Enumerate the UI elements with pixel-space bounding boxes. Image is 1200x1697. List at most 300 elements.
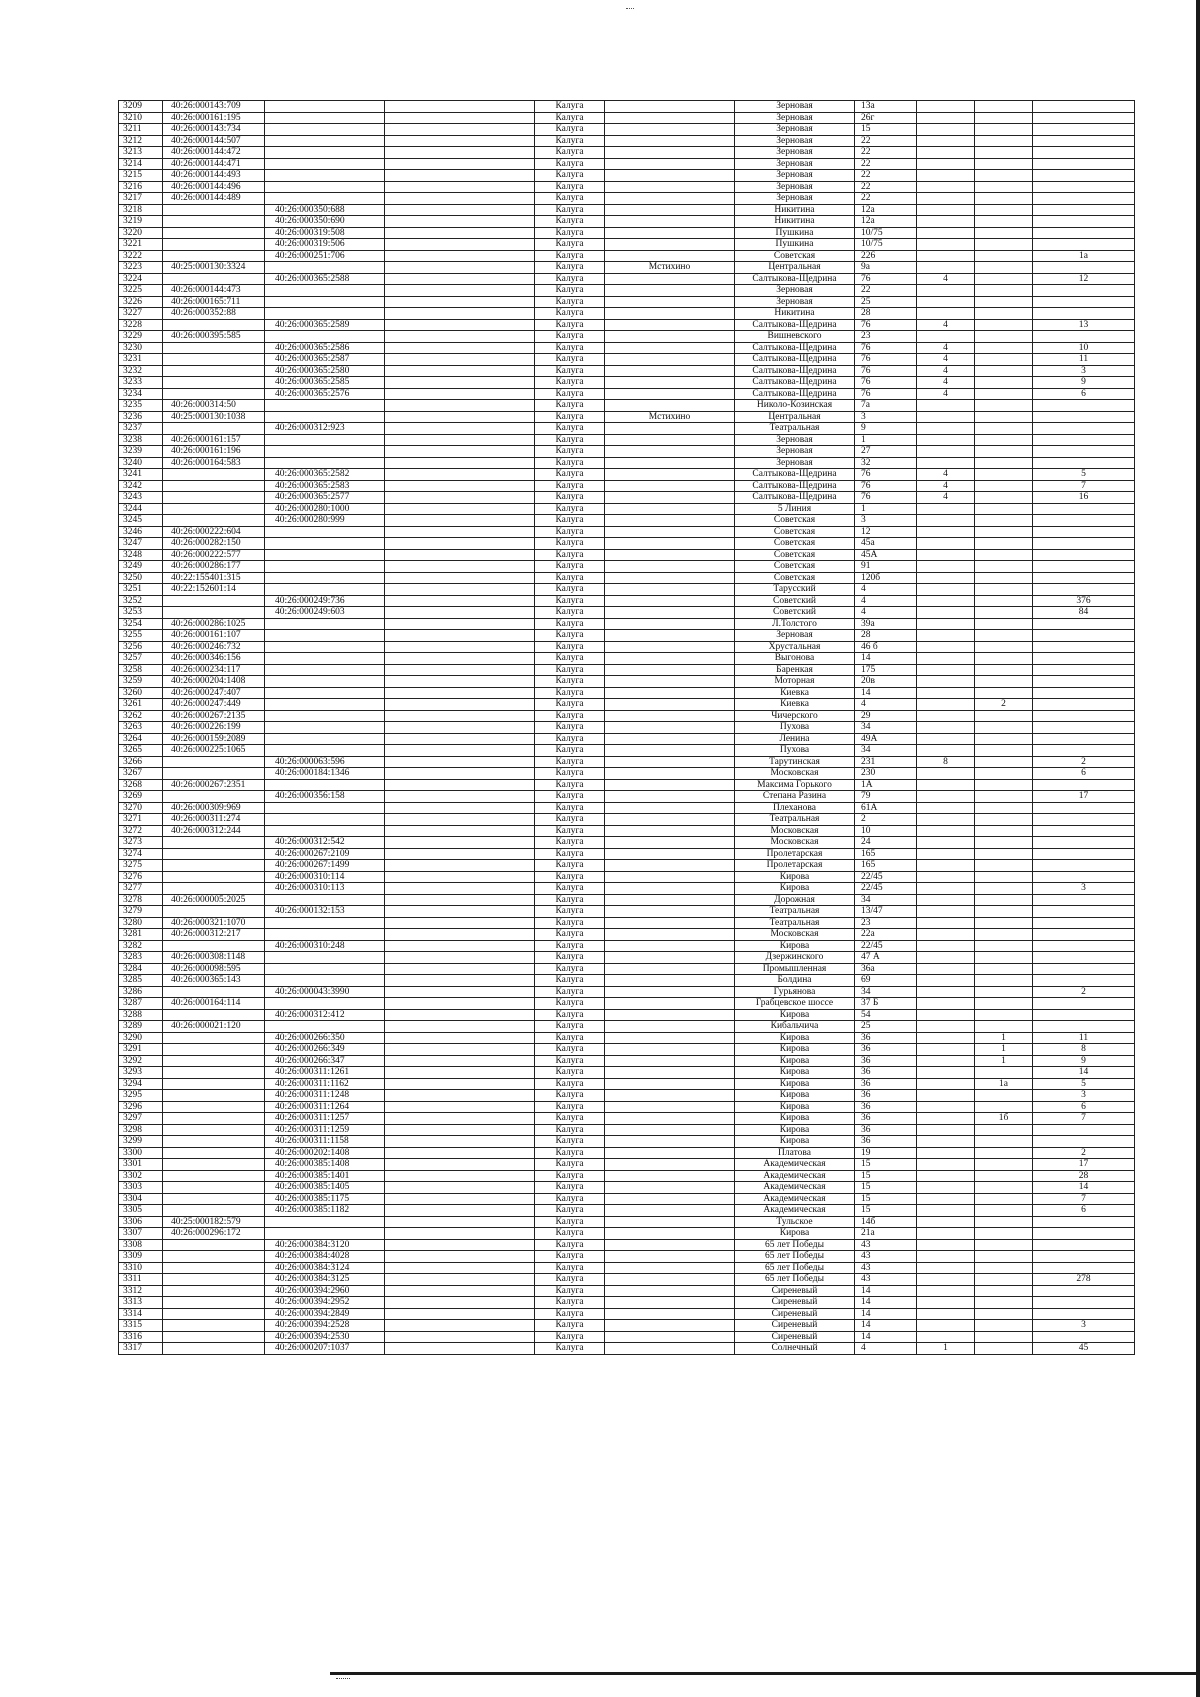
- apartment-number-cell: 2: [1033, 756, 1135, 768]
- house-number-cell: 36: [855, 1090, 917, 1102]
- cadastral-number-premises-cell: 40:26:000365:2576: [265, 388, 385, 400]
- table-row: [119, 1090, 1135, 1102]
- apartment-number-cell: [1033, 963, 1135, 975]
- street-name-cell: Степана Разина: [735, 791, 855, 803]
- apartment-number-cell: 12: [1033, 273, 1135, 285]
- house-number-cell: 76: [855, 273, 917, 285]
- house-number-cell: 25: [855, 1021, 917, 1033]
- street-name-cell: Зерновая: [735, 135, 855, 147]
- city-name-cell: Калуга: [535, 112, 605, 124]
- row-number-cell: 3271: [119, 814, 163, 826]
- letter-number-cell: [975, 814, 1033, 826]
- cadastral-number-premises-cell: 40:26:000249:603: [265, 607, 385, 619]
- cadastral-number-premises-cell: 40:26:000280:1000: [265, 503, 385, 515]
- street-name-cell: Академическая: [735, 1193, 855, 1205]
- object-note-cell: [385, 722, 535, 734]
- city-name-cell: Калуга: [535, 147, 605, 159]
- city-name-cell: Калуга: [535, 1113, 605, 1125]
- city-name-cell: Калуга: [535, 411, 605, 423]
- city-name-cell: Калуга: [535, 963, 605, 975]
- street-name-cell: Зерновая: [735, 296, 855, 308]
- city-name-cell: Калуга: [535, 986, 605, 998]
- letter-number-cell: [975, 906, 1033, 918]
- row-number-cell: 3238: [119, 434, 163, 446]
- table-row: [119, 434, 1135, 446]
- cadastral-number-land-cell: [163, 871, 265, 883]
- apartment-number-cell: 7: [1033, 1113, 1135, 1125]
- locality-name-cell: [605, 917, 735, 929]
- letter-number-cell: [975, 1170, 1033, 1182]
- corpus-number-cell: [917, 699, 975, 711]
- letter-number-cell: [975, 595, 1033, 607]
- city-name-cell: Калуга: [535, 538, 605, 550]
- corpus-number-cell: [917, 1297, 975, 1309]
- cadastral-number-premises-cell: 40:26:000132:153: [265, 906, 385, 918]
- locality-name-cell: [605, 1101, 735, 1113]
- street-name-cell: Никитина: [735, 216, 855, 228]
- house-number-cell: 4: [855, 607, 917, 619]
- object-note-cell: [385, 423, 535, 435]
- cadastral-number-premises-cell: 40:26:000384:3125: [265, 1274, 385, 1286]
- cadastral-number-land-cell: 40:26:000098:595: [163, 963, 265, 975]
- house-number-cell: 22: [855, 193, 917, 205]
- apartment-number-cell: [1033, 262, 1135, 274]
- cadastral-number-premises-cell: [265, 584, 385, 596]
- cadastral-number-land-cell: [163, 1159, 265, 1171]
- locality-name-cell: [605, 480, 735, 492]
- row-number-cell: 3213: [119, 147, 163, 159]
- city-name-cell: Калуга: [535, 676, 605, 688]
- locality-name-cell: [605, 1147, 735, 1159]
- cadastral-number-premises-cell: [265, 653, 385, 665]
- cadastral-number-premises-cell: [265, 814, 385, 826]
- cadastral-number-land-cell: [163, 791, 265, 803]
- cadastral-number-premises-cell: 40:26:000280:999: [265, 515, 385, 527]
- table-row: [119, 101, 1135, 113]
- letter-number-cell: [975, 894, 1033, 906]
- house-number-cell: 36: [855, 1078, 917, 1090]
- corpus-number-cell: [917, 561, 975, 573]
- locality-name-cell: [605, 1193, 735, 1205]
- apartment-number-cell: 14: [1033, 1182, 1135, 1194]
- table-row: [119, 664, 1135, 676]
- table-row: [119, 1343, 1135, 1355]
- corpus-number-cell: [917, 745, 975, 757]
- letter-number-cell: [975, 572, 1033, 584]
- locality-name-cell: [605, 1113, 735, 1125]
- object-note-cell: [385, 1032, 535, 1044]
- street-name-cell: Баренкая: [735, 664, 855, 676]
- object-note-cell: [385, 1251, 535, 1263]
- locality-name-cell: [605, 791, 735, 803]
- street-name-cell: Зерновая: [735, 285, 855, 297]
- letter-number-cell: 1: [975, 1032, 1033, 1044]
- cadastral-number-premises-cell: 40:26:000365:2587: [265, 354, 385, 366]
- object-note-cell: [385, 526, 535, 538]
- letter-number-cell: [975, 526, 1033, 538]
- cadastral-number-land-cell: 40:26:000267:2351: [163, 779, 265, 791]
- house-number-cell: 10: [855, 825, 917, 837]
- cadastral-number-premises-cell: [265, 112, 385, 124]
- cadastral-number-premises-cell: 40:26:000365:2580: [265, 365, 385, 377]
- cadastral-number-land-cell: 40:26:000161:107: [163, 630, 265, 642]
- street-name-cell: Зерновая: [735, 181, 855, 193]
- letter-number-cell: 1а: [975, 1078, 1033, 1090]
- table-row: [119, 745, 1135, 757]
- city-name-cell: Калуга: [535, 929, 605, 941]
- cadastral-number-land-cell: 40:22:152601:14: [163, 584, 265, 596]
- apartment-number-cell: [1033, 894, 1135, 906]
- cadastral-number-premises-cell: [265, 561, 385, 573]
- corpus-number-cell: [917, 216, 975, 228]
- property-registry-table: [118, 100, 1135, 1355]
- street-name-cell: Кирова: [735, 871, 855, 883]
- apartment-number-cell: [1033, 906, 1135, 918]
- object-note-cell: [385, 296, 535, 308]
- letter-number-cell: [975, 998, 1033, 1010]
- city-name-cell: Калуга: [535, 860, 605, 872]
- street-name-cell: Никитина: [735, 204, 855, 216]
- table-row: [119, 630, 1135, 642]
- object-note-cell: [385, 906, 535, 918]
- letter-number-cell: [975, 135, 1033, 147]
- row-number-cell: 3249: [119, 561, 163, 573]
- city-name-cell: Калуга: [535, 354, 605, 366]
- cadastral-number-premises-cell: 40:26:000365:2588: [265, 273, 385, 285]
- cadastral-number-premises-cell: 40:26:000365:2586: [265, 342, 385, 354]
- cadastral-number-premises-cell: 40:26:000310:113: [265, 883, 385, 895]
- letter-number-cell: [975, 308, 1033, 320]
- city-name-cell: Калуга: [535, 262, 605, 274]
- object-note-cell: [385, 101, 535, 113]
- cadastral-number-premises-cell: [265, 699, 385, 711]
- object-note-cell: [385, 745, 535, 757]
- corpus-number-cell: [917, 446, 975, 458]
- corpus-number-cell: [917, 860, 975, 872]
- object-note-cell: [385, 802, 535, 814]
- letter-number-cell: [975, 733, 1033, 745]
- street-name-cell: Зерновая: [735, 124, 855, 136]
- table-row: [119, 1262, 1135, 1274]
- street-name-cell: Центральная: [735, 262, 855, 274]
- object-note-cell: [385, 584, 535, 596]
- locality-name-cell: [605, 825, 735, 837]
- letter-number-cell: 2: [975, 699, 1033, 711]
- city-name-cell: Калуга: [535, 779, 605, 791]
- house-number-cell: 28: [855, 308, 917, 320]
- cadastral-number-land-cell: [163, 503, 265, 515]
- corpus-number-cell: [917, 779, 975, 791]
- house-number-cell: 7а: [855, 400, 917, 412]
- row-number-cell: 3279: [119, 906, 163, 918]
- cadastral-number-land-cell: [163, 1274, 265, 1286]
- cadastral-number-premises-cell: 40:26:000207:1037: [265, 1343, 385, 1355]
- object-note-cell: [385, 756, 535, 768]
- apartment-number-cell: [1033, 331, 1135, 343]
- cadastral-number-premises-cell: [265, 170, 385, 182]
- row-number-cell: 3235: [119, 400, 163, 412]
- locality-name-cell: [605, 1170, 735, 1182]
- table-row: [119, 1101, 1135, 1113]
- locality-name-cell: [605, 630, 735, 642]
- corpus-number-cell: [917, 1159, 975, 1171]
- city-name-cell: Калуга: [535, 791, 605, 803]
- corpus-number-cell: [917, 170, 975, 182]
- table-row: [119, 469, 1135, 481]
- apartment-number-cell: [1033, 802, 1135, 814]
- table-row: [119, 779, 1135, 791]
- row-number-cell: 3214: [119, 158, 163, 170]
- locality-name-cell: [605, 469, 735, 481]
- house-number-cell: 14: [855, 1308, 917, 1320]
- table-row: [119, 147, 1135, 159]
- cadastral-number-premises-cell: [265, 664, 385, 676]
- table-row: [119, 296, 1135, 308]
- cadastral-number-premises-cell: [265, 894, 385, 906]
- cadastral-number-premises-cell: 40:26:000356:158: [265, 791, 385, 803]
- city-name-cell: Калуга: [535, 526, 605, 538]
- apartment-number-cell: [1033, 1216, 1135, 1228]
- corpus-number-cell: [917, 1044, 975, 1056]
- letter-number-cell: [975, 1320, 1033, 1332]
- letter-number-cell: [975, 1262, 1033, 1274]
- cadastral-number-land-cell: [163, 1297, 265, 1309]
- object-note-cell: [385, 664, 535, 676]
- house-number-cell: 76: [855, 480, 917, 492]
- house-number-cell: 120б: [855, 572, 917, 584]
- locality-name-cell: [605, 158, 735, 170]
- corpus-number-cell: [917, 641, 975, 653]
- object-note-cell: [385, 181, 535, 193]
- cadastral-number-land-cell: [163, 1193, 265, 1205]
- apartment-number-cell: 13: [1033, 319, 1135, 331]
- street-name-cell: 65 лет Победы: [735, 1274, 855, 1286]
- city-name-cell: Калуга: [535, 883, 605, 895]
- table-row: [119, 457, 1135, 469]
- apartment-number-cell: [1033, 641, 1135, 653]
- object-note-cell: [385, 917, 535, 929]
- city-name-cell: Калуга: [535, 549, 605, 561]
- table-row: [119, 423, 1135, 435]
- house-number-cell: 39а: [855, 618, 917, 630]
- locality-name-cell: [605, 354, 735, 366]
- letter-number-cell: [975, 515, 1033, 527]
- cadastral-number-premises-cell: [265, 308, 385, 320]
- city-name-cell: Калуга: [535, 1308, 605, 1320]
- letter-number-cell: [975, 722, 1033, 734]
- corpus-number-cell: [917, 710, 975, 722]
- letter-number-cell: [975, 480, 1033, 492]
- apartment-number-cell: [1033, 170, 1135, 182]
- locality-name-cell: Мстихино: [605, 411, 735, 423]
- object-note-cell: [385, 733, 535, 745]
- cadastral-number-premises-cell: 40:26:000266:347: [265, 1055, 385, 1067]
- object-note-cell: [385, 975, 535, 987]
- city-name-cell: Калуга: [535, 331, 605, 343]
- locality-name-cell: [605, 756, 735, 768]
- cadastral-number-land-cell: 40:26:000296:172: [163, 1228, 265, 1240]
- apartment-number-cell: [1033, 1009, 1135, 1021]
- object-note-cell: [385, 319, 535, 331]
- apartment-number-cell: 5: [1033, 469, 1135, 481]
- object-note-cell: [385, 1078, 535, 1090]
- locality-name-cell: [605, 1032, 735, 1044]
- cadastral-number-land-cell: [163, 1113, 265, 1125]
- street-name-cell: Московская: [735, 837, 855, 849]
- letter-number-cell: [975, 112, 1033, 124]
- corpus-number-cell: [917, 1320, 975, 1332]
- house-number-cell: 76: [855, 377, 917, 389]
- city-name-cell: Калуга: [535, 446, 605, 458]
- cadastral-number-land-cell: [163, 388, 265, 400]
- locality-name-cell: [605, 377, 735, 389]
- letter-number-cell: [975, 1331, 1033, 1343]
- table-row: [119, 411, 1135, 423]
- house-number-cell: 47 А: [855, 952, 917, 964]
- table-row: [119, 1297, 1135, 1309]
- cadastral-number-land-cell: 40:26:000161:196: [163, 446, 265, 458]
- cadastral-number-land-cell: 40:26:000395:585: [163, 331, 265, 343]
- locality-name-cell: [605, 1251, 735, 1263]
- object-note-cell: [385, 837, 535, 849]
- table-row: [119, 699, 1135, 711]
- street-name-cell: Советская: [735, 538, 855, 550]
- row-number-cell: 3304: [119, 1193, 163, 1205]
- city-name-cell: Калуга: [535, 1216, 605, 1228]
- object-note-cell: [385, 1285, 535, 1297]
- house-number-cell: 9а: [855, 262, 917, 274]
- row-number-cell: 3264: [119, 733, 163, 745]
- corpus-number-cell: [917, 1205, 975, 1217]
- cadastral-number-land-cell: [163, 469, 265, 481]
- city-name-cell: Калуга: [535, 319, 605, 331]
- table-row: [119, 239, 1135, 251]
- locality-name-cell: [605, 641, 735, 653]
- row-number-cell: 3209: [119, 101, 163, 113]
- corpus-number-cell: [917, 906, 975, 918]
- table-row: [119, 975, 1135, 987]
- letter-number-cell: [975, 653, 1033, 665]
- house-number-cell: 76: [855, 354, 917, 366]
- table-row: [119, 837, 1135, 849]
- table-row: [119, 756, 1135, 768]
- apartment-number-cell: [1033, 917, 1135, 929]
- cadastral-number-premises-cell: [265, 296, 385, 308]
- locality-name-cell: [605, 1159, 735, 1171]
- row-number-cell: 3256: [119, 641, 163, 653]
- locality-name-cell: [605, 1297, 735, 1309]
- letter-number-cell: [975, 193, 1033, 205]
- apartment-number-cell: [1033, 181, 1135, 193]
- letter-number-cell: [975, 1090, 1033, 1102]
- cadastral-number-land-cell: 40:25:000130:3324: [163, 262, 265, 274]
- object-note-cell: [385, 676, 535, 688]
- cadastral-number-premises-cell: 40:26:000312:923: [265, 423, 385, 435]
- cadastral-number-premises-cell: 40:26:000394:2849: [265, 1308, 385, 1320]
- object-note-cell: [385, 848, 535, 860]
- cadastral-number-land-cell: [163, 1078, 265, 1090]
- object-note-cell: [385, 388, 535, 400]
- apartment-number-cell: [1033, 503, 1135, 515]
- corpus-number-cell: [917, 986, 975, 998]
- table-row: [119, 572, 1135, 584]
- street-name-cell: Зерновая: [735, 158, 855, 170]
- letter-number-cell: [975, 917, 1033, 929]
- cadastral-number-premises-cell: 40:26:000311:1259: [265, 1124, 385, 1136]
- house-number-cell: 15: [855, 1205, 917, 1217]
- table-row: [119, 676, 1135, 688]
- letter-number-cell: 1: [975, 1044, 1033, 1056]
- house-number-cell: 46 б: [855, 641, 917, 653]
- street-name-cell: Пролетарская: [735, 848, 855, 860]
- street-name-cell: Никитина: [735, 308, 855, 320]
- letter-number-cell: [975, 538, 1033, 550]
- corpus-number-cell: 4: [917, 469, 975, 481]
- row-number-cell: 3222: [119, 250, 163, 262]
- cadastral-number-premises-cell: 40:26:000365:2585: [265, 377, 385, 389]
- locality-name-cell: [605, 584, 735, 596]
- cadastral-number-land-cell: [163, 1308, 265, 1320]
- house-number-cell: 9: [855, 423, 917, 435]
- table-row: [119, 273, 1135, 285]
- city-name-cell: Калуга: [535, 377, 605, 389]
- house-number-cell: 76: [855, 319, 917, 331]
- city-name-cell: Калуга: [535, 1067, 605, 1079]
- apartment-number-cell: [1033, 446, 1135, 458]
- apartment-number-cell: [1033, 733, 1135, 745]
- city-name-cell: Калуга: [535, 710, 605, 722]
- cadastral-number-land-cell: 40:26:000143:709: [163, 101, 265, 113]
- row-number-cell: 3261: [119, 699, 163, 711]
- house-number-cell: 24: [855, 837, 917, 849]
- locality-name-cell: [605, 1320, 735, 1332]
- object-note-cell: [385, 1239, 535, 1251]
- locality-name-cell: [605, 618, 735, 630]
- locality-name-cell: [605, 722, 735, 734]
- house-number-cell: 22: [855, 170, 917, 182]
- table-row: [119, 825, 1135, 837]
- table-row: [119, 653, 1135, 665]
- row-number-cell: 3255: [119, 630, 163, 642]
- apartment-number-cell: [1033, 1308, 1135, 1320]
- cadastral-number-premises-cell: 40:26:000249:736: [265, 595, 385, 607]
- house-number-cell: 20в: [855, 676, 917, 688]
- street-name-cell: Кирова: [735, 1078, 855, 1090]
- street-name-cell: Кирова: [735, 1067, 855, 1079]
- locality-name-cell: [605, 860, 735, 872]
- locality-name-cell: [605, 1228, 735, 1240]
- locality-name-cell: [605, 802, 735, 814]
- locality-name-cell: [605, 1124, 735, 1136]
- apartment-number-cell: [1033, 940, 1135, 952]
- city-name-cell: Калуга: [535, 1239, 605, 1251]
- corpus-number-cell: [917, 653, 975, 665]
- locality-name-cell: [605, 216, 735, 228]
- cadastral-number-land-cell: [163, 1009, 265, 1021]
- letter-number-cell: [975, 710, 1033, 722]
- table-row: [119, 446, 1135, 458]
- city-name-cell: Калуга: [535, 687, 605, 699]
- city-name-cell: Калуга: [535, 216, 605, 228]
- row-number-cell: 3266: [119, 756, 163, 768]
- street-name-cell: Зерновая: [735, 101, 855, 113]
- object-note-cell: [385, 308, 535, 320]
- object-note-cell: [385, 791, 535, 803]
- cadastral-number-land-cell: [163, 1044, 265, 1056]
- row-number-cell: 3226: [119, 296, 163, 308]
- object-note-cell: [385, 1274, 535, 1286]
- object-note-cell: [385, 1113, 535, 1125]
